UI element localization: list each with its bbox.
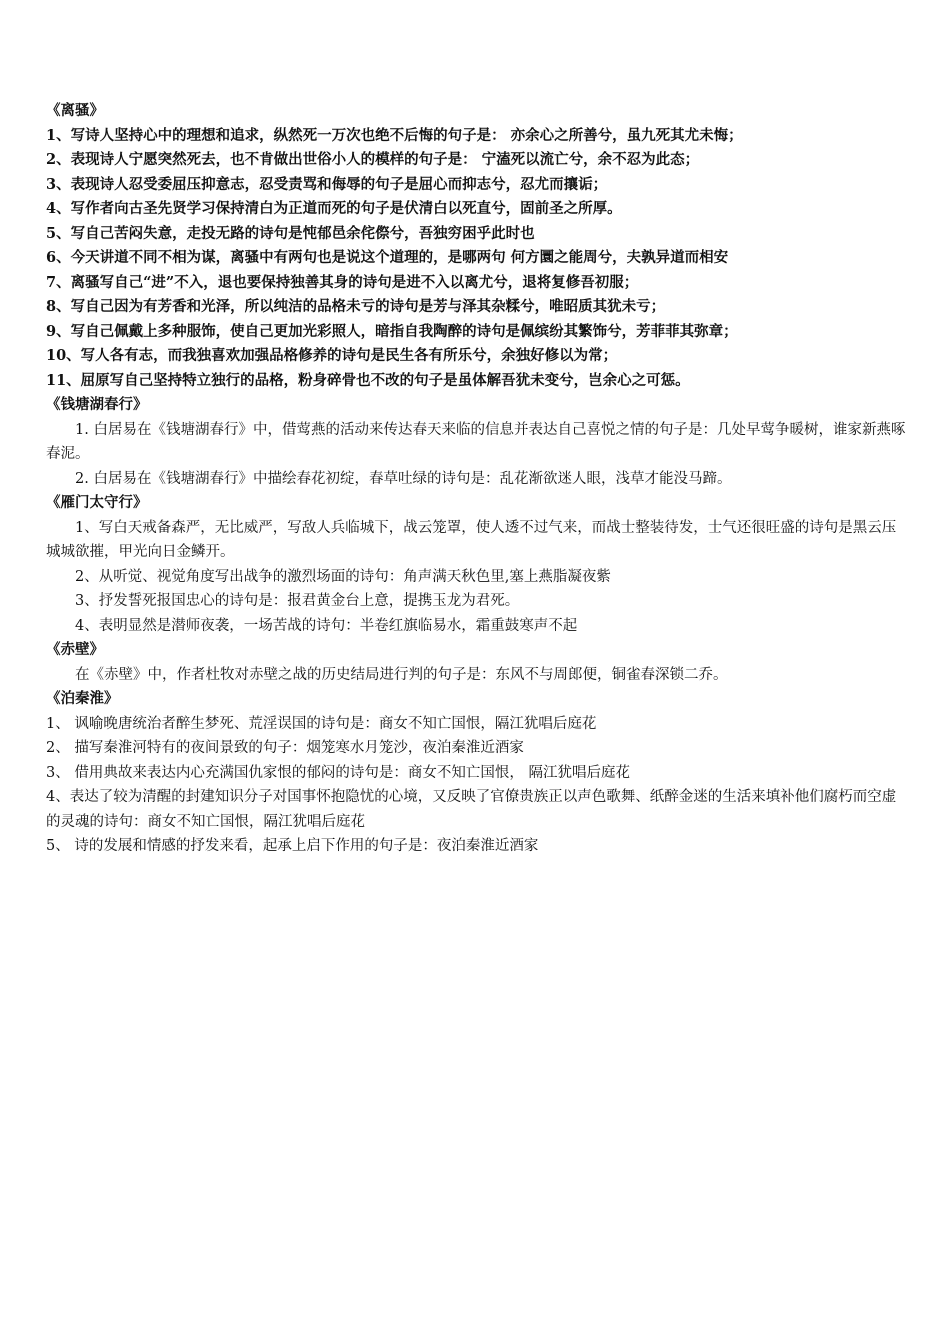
boqinhuai-item-3: 3、 借用典故来表达内心充满国仇家恨的郁闷的诗句是：商女不知亡国恨， 隔江犹唱后庭花 bbox=[46, 764, 630, 781]
section-title-qiantang: 《钱塘湖春行》 bbox=[46, 396, 148, 413]
yanmen-item-2: 2、从听觉、视觉角度写出战争的激烈场面的诗句：角声满天秋色里,塞上燕脂凝夜紫 bbox=[75, 568, 611, 585]
lisao-item-7: 7、离骚写自己“进”不入，退也要保持独善其身的诗句是进不入以离尤兮，退将复修吾初服； bbox=[46, 273, 639, 291]
yanmen-item-1: 1、写白天戒备森严，无比威严，写敌人兵临城下，战云笼罩，使人透不过气来，而战士整装待发，士气还很旺盛的诗句是黑云压城城欲摧，甲光向日金鳞开。 bbox=[46, 519, 897, 560]
section-title-chibi: 《赤壁》 bbox=[46, 641, 104, 658]
lisao-item-6: 6、今天讲道不同不相为谋，离骚中有两句也是说这个道理的，是哪两句 何方圜之能周兮，夫孰异道而相安 bbox=[46, 249, 729, 266]
lisao-item-11: 11、屈原写自己坚持特立独行的品格，粉身碎骨也不改的句子是虽体解吾犹未变兮，岂余心之可惩。 bbox=[46, 371, 690, 389]
boqinhuai-item-5: 5、 诗的发展和情感的抒发来看，起承上启下作用的句子是：夜泊秦淮近酒家 bbox=[46, 838, 539, 854]
document-page bbox=[46, 99, 908, 859]
section-title-yanmen: 《雁门太守行》 bbox=[46, 494, 148, 511]
chibi-item-1: 在《赤壁》中，作者杜牧对赤壁之战的历史结局进行判的句子是：东风不与周郎便，铜雀春深锁二乔。 bbox=[75, 666, 728, 683]
lisao-item-3: 3、表现诗人忍受委屈压抑意志，忍受责骂和侮辱的句子是屈心而抑志兮，忍尤而攘诟； bbox=[46, 175, 608, 193]
qiantang-item-1: 1. 白居易在《钱塘湖春行》中，借莺燕的活动来传达春天来临的信息并表达自己喜悦之情的句子是：几处早莺争暖树，谁家新燕啄春泥。 bbox=[46, 421, 906, 462]
boqinhuai-item-4: 4、表达了较为清醒的封建知识分子对国事怀抱隐忧的心境，又反映了官僚贵族正以声色歌舞、纸醉金迷的生活来填补他们腐朽而空虚的灵魂的诗句：商女不知亡国恨，隔江犹唱后庭花 bbox=[46, 789, 897, 830]
yanmen-item-3: 3、抒发誓死报国忠心的诗句是：报君黄金台上意，提携玉龙为君死。 bbox=[75, 593, 520, 609]
section-title-lisao: 《离骚》 bbox=[46, 102, 104, 119]
boqinhuai-item-2: 2、 描写秦淮河特有的夜间景致的句子：烟笼寒水月笼沙，夜泊秦淮近酒家 bbox=[46, 740, 524, 756]
lisao-item-2: 2、表现诗人宁愿突然死去，也不肯做出世俗小人的模样的句子是： 宁溘死以流亡兮，余不忍为此态； bbox=[46, 151, 700, 168]
qiantang-item-2: 2. 白居易在《钱塘湖春行》中描绘春花初绽，春草吐绿的诗句是：乱花渐欲迷人眼，浅草才能没马蹄。 bbox=[75, 470, 732, 487]
lisao-item-10: 10、写人各有志，而我独喜欢加强品格修养的诗句是民生各有所乐兮，余独好修以为常； bbox=[46, 347, 618, 364]
section-title-boqinhuai: 《泊秦淮》 bbox=[46, 690, 119, 707]
lisao-item-5: 5、写自己苦闷失意，走投无路的诗句是忳郁邑余侘傺兮，吾独穷困乎此时也 bbox=[46, 224, 535, 242]
boqinhuai-item-1: 1、 讽喻晚唐统治者醉生梦死、荒淫误国的诗句是：商女不知亡国恨，隔江犹唱后庭花 bbox=[46, 715, 597, 732]
lisao-item-1: 1、写诗人坚持心中的理想和追求，纵然死一万次也绝不后悔的句子是： 亦余心之所善兮，虽九死其尤未悔； bbox=[46, 126, 743, 144]
lisao-item-8: 8、写自己因为有芳香和光泽，所以纯洁的品格未亏的诗句是芳与泽其杂糅兮，唯昭质其犹未亏； bbox=[46, 298, 666, 315]
yanmen-item-4: 4、表明显然是潜师夜袭，一场苦战的诗句：半卷红旗临易水，霜重鼓寒声不起 bbox=[75, 617, 578, 634]
lisao-item-4: 4、写作者向古圣先贤学习保持清白为正道而死的句子是伏清白以死直兮，固前圣之所厚。 bbox=[46, 200, 622, 217]
lisao-item-9: 9、写自己佩戴上多种服饰，使自己更加光彩照人，暗指自我陶醉的诗句是佩缤纷其繁饰兮，芳菲菲其弥章； bbox=[46, 322, 738, 340]
